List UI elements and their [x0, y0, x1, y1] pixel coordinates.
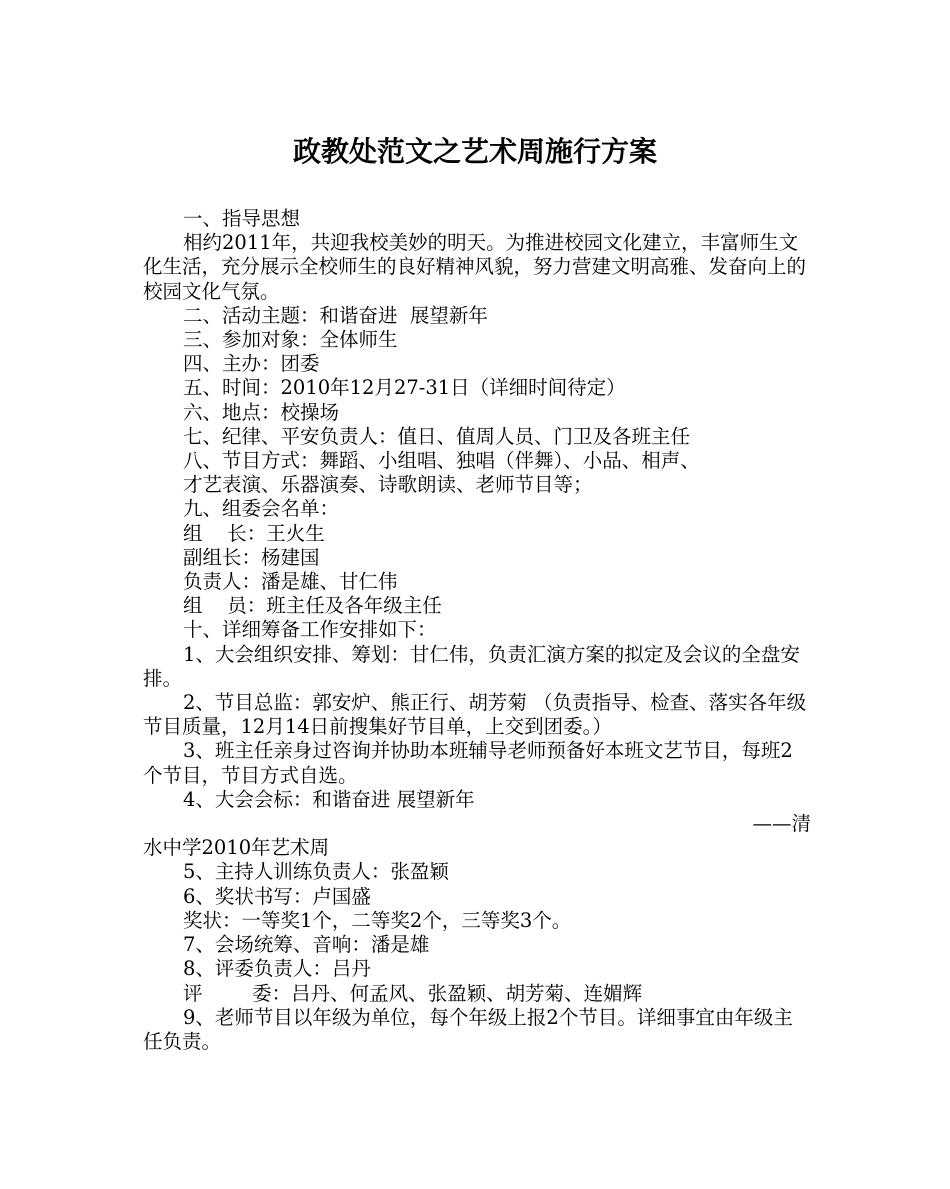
paragraph: 才艺表演、乐器演奏、诗歌朗读、老师节目等；	[183, 473, 593, 497]
document-body	[143, 207, 811, 1054]
paragraph: 9、老师节目以年级为单位，每个年级上报2个节目。详细事宜由年级主任负责。	[143, 1005, 793, 1053]
paragraph: 八、节目方式：舞蹈、小组唱、独唱（伴舞）、小品、相声、	[183, 449, 700, 473]
paragraph: 4、大会会标：和谐奋进 展望新年	[183, 787, 475, 811]
paragraph: 七、纪律、平安负责人：值日、值周人员、门卫及各班主任	[183, 424, 691, 448]
paragraph: 相约2011年，共迎我校美妙的明天。为推进校园文化建立，丰富师生文化生活，充分展示全校师生的良好精神风貌，努力营建文明高雅、发奋向上的校园文化气氛。	[143, 231, 807, 303]
paragraph: 5、主持人训练负责人：张盈颖	[183, 860, 449, 884]
paragraph: 奖状：一等奖1个，二等奖2个，三等奖3个。	[183, 908, 572, 932]
paragraph: 7、会场统筹、音响：潘是雄	[183, 933, 430, 957]
paragraph: 1、大会组织安排、筹划：甘仁伟，负责汇演方案的拟定及会议的全盘安排。	[143, 642, 800, 690]
paragraph: 二、活动主题：和谐奋进 展望新年	[183, 303, 488, 327]
paragraph: 三、参加对象：全体师生	[183, 328, 398, 352]
paragraph: 副组长：杨建国	[183, 545, 320, 569]
paragraph: 负责人：潘是雄、甘仁伟	[183, 570, 398, 594]
paragraph: 六、地点：校操场	[183, 400, 340, 424]
paragraph: 水中学2010年艺术周	[143, 836, 330, 860]
paragraph: 6、奖状书写：卢国盛	[183, 884, 371, 908]
paragraph: 2、节目总监：郭安炉、熊正行、胡芳菊 （负责指导、检查、落实各年级节目质量，12月14日前搜集好节目单，上交到团委。）	[143, 691, 807, 739]
paragraph: 一、指导思想	[183, 207, 301, 230]
paragraph: 五、时间：2010年12月27-31日（详细时间待定）	[183, 376, 626, 400]
paragraph: ——清	[752, 812, 811, 836]
paragraph: 组 长：王火生	[183, 521, 325, 545]
paragraph: 十、详细筹备工作安排如下：	[183, 618, 437, 642]
paragraph: 九、组委会名单：	[183, 497, 340, 521]
paragraph: 3、班主任亲身过咨询并协助本班辅导老师预备好本班文艺节目，每班2个节目，节目方式自选。	[143, 739, 793, 787]
paragraph: 组 员：班主任及各年级主任	[183, 594, 442, 618]
paragraph: 8、评委负责人：吕丹	[183, 957, 371, 981]
document-title: 政教处范文之艺术周施行方案	[292, 135, 657, 168]
paragraph: 四、主办：团委	[183, 352, 320, 376]
paragraph: 评 委：吕丹、何孟风、张盈颖、胡芳菊、连媚辉	[183, 981, 643, 1005]
